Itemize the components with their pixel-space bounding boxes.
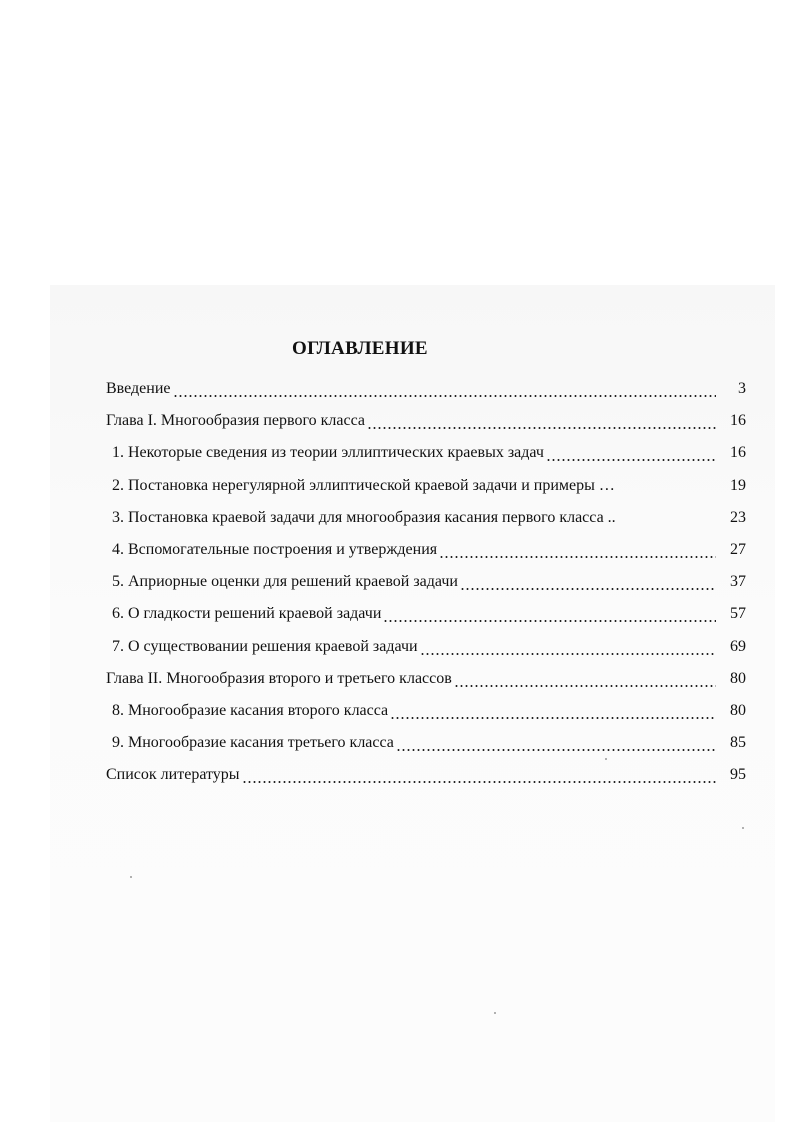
toc-page-number: 16 (730, 444, 746, 462)
dot-leader (617, 477, 716, 495)
dot-leader (546, 444, 716, 462)
toc-page-number: 80 (730, 701, 746, 719)
scan-speck (130, 876, 132, 878)
toc-page-number: 57 (730, 605, 746, 623)
dot-leader (618, 509, 716, 527)
dot-leader (439, 541, 716, 559)
dot-leader (242, 766, 716, 784)
toc-entry-text: Введение (106, 380, 171, 398)
toc-entry-text: Список литературы (106, 766, 240, 784)
toc-entry-text: Глава II. Многообразия второго и третьего классов (106, 669, 452, 687)
toc-entry-section-7 (106, 631, 746, 663)
toc-entry-section-6 (106, 598, 746, 630)
dot-leader (460, 573, 716, 591)
toc-page-number: 27 (730, 541, 746, 559)
toc-page-number: 19 (730, 476, 746, 494)
toc-entry-text: Глава I. Многообразия первого класса (106, 412, 365, 430)
toc-page-number: 37 (730, 573, 746, 591)
toc-entry-section-5 (106, 566, 746, 598)
toc-entry-section-8 (106, 695, 746, 727)
toc-entry-text: 9. Многообразие касания третьего класса (112, 734, 394, 752)
toc-entry-text: 6. О гладкости решений краевой задачи (112, 605, 382, 623)
toc-list (106, 373, 746, 791)
toc-entry-text: 2. Постановка нерегулярной эллиптической краевой задачи и примеры … (112, 476, 615, 494)
toc-page-number: 69 (730, 637, 746, 655)
dot-leader (173, 380, 717, 398)
toc-entry-section-4 (106, 534, 746, 566)
toc-entry-text: 1. Некоторые сведения из теории эллиптических краевых задач (112, 444, 544, 462)
toc-entry-text: 5. Априорные оценки для решений краевой задачи (112, 573, 458, 591)
toc-entry-section-9 (106, 727, 746, 759)
toc-entry-section-3 (106, 502, 746, 534)
toc-entry-text: 7. О существовании решения краевой задачи (112, 637, 418, 655)
toc-entry-text: 8. Многообразие касания второго класса (112, 701, 389, 719)
toc-entry-section-2 (106, 470, 746, 502)
dot-leader (420, 638, 716, 656)
toc-entry-introduction (106, 373, 746, 405)
toc-entry-chapter-1 (106, 405, 746, 437)
scan-speck (742, 827, 744, 829)
toc-page-number: 80 (730, 669, 746, 687)
toc-page-number: 3 (738, 380, 746, 398)
toc-entry-chapter-2 (106, 663, 746, 695)
dot-leader (383, 605, 716, 623)
dot-leader (396, 734, 716, 752)
toc-entry-section-1 (106, 437, 746, 469)
dot-leader (367, 412, 716, 430)
toc-page-number: 85 (730, 734, 746, 752)
toc-page-number: 16 (730, 412, 746, 430)
toc-entry-text: 3. Постановка краевой задачи для многообразия касания первого класса .. (112, 508, 616, 526)
toc-page-number: 23 (730, 508, 746, 526)
toc-title: ОГЛАВЛЕНИЕ (292, 338, 428, 359)
toc-page-number: 95 (730, 766, 746, 784)
toc-entry-text: 4. Вспомогательные построения и утверждения (112, 541, 438, 559)
dot-leader (454, 670, 716, 688)
toc-entry-bibliography (106, 759, 746, 791)
dot-leader (390, 702, 716, 720)
scan-speck (494, 1012, 496, 1014)
scan-speck (605, 758, 607, 760)
